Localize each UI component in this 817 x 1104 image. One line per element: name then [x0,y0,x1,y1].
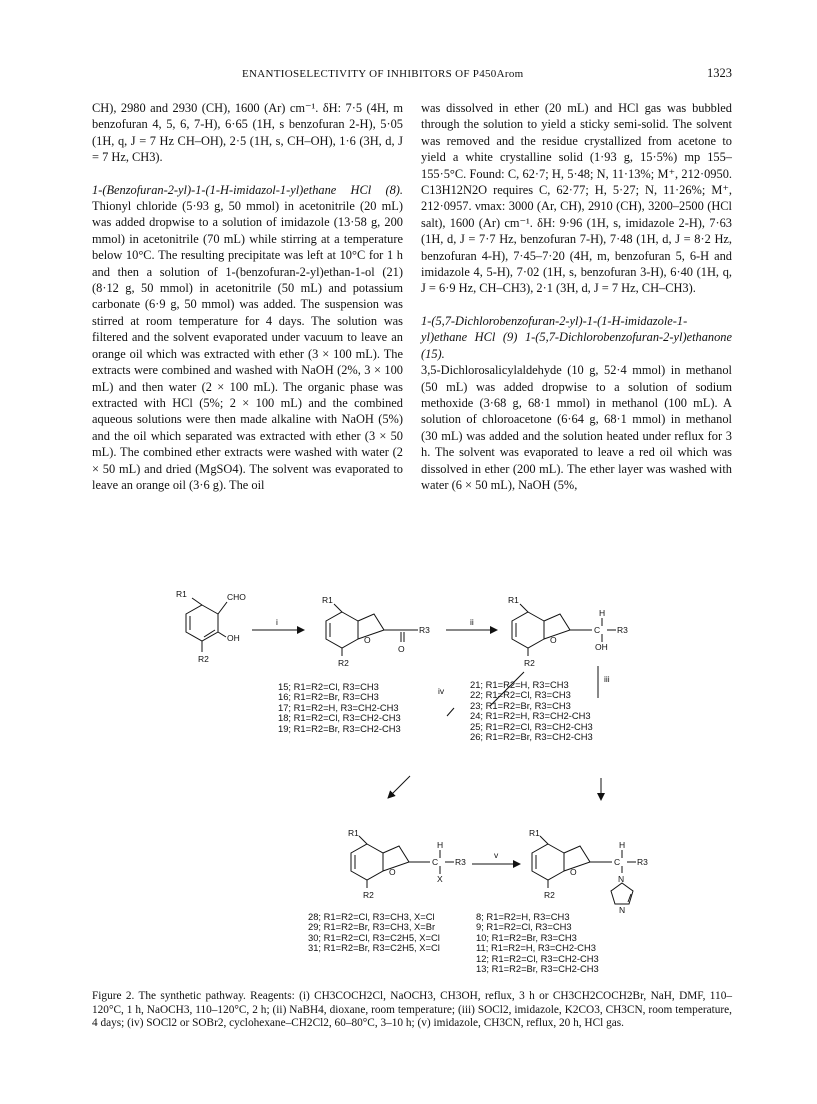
r3-label: R3 [419,625,430,635]
r2-label: R2 [544,890,555,900]
n1-label: N [618,874,625,884]
r3-label: R3 [455,857,466,867]
synthesis-scheme [92,582,732,975]
list-item: 25; R1=R2=Cl, R3=CH2-CH3 [470,720,593,732]
imidazole-product-structure [529,828,648,915]
r1-label: R1 [322,595,333,605]
ring-o-label: O [550,635,557,645]
scheme-drawing [92,582,732,967]
list-item: 23; R1=R2=Br, R3=CH3 [470,699,571,711]
list-item: 22; R1=R2=Cl, R3=CH3 [470,689,571,701]
ring-o-label: O [364,635,371,645]
cho-label: CHO [227,592,246,602]
r2-label: R2 [363,890,374,900]
r3-label: R3 [637,857,648,867]
compound-list-21-26 [470,680,593,742]
r2-label: R2 [198,654,209,664]
running-title: ENANTIOSELECTIVITY OF INHIBITORS OF P450Arom [242,68,524,80]
list-item: 30; R1=R2=Cl, R3=C2H5, X=Cl [308,931,440,943]
page-number: 1323 [707,66,732,80]
h-label: H [437,840,444,850]
c-label: C [594,625,601,635]
list-item: 15; R1=R2=Cl, R3=CH3 [278,681,379,692]
list-item: 10; R1=R2=Br, R3=CH3 [476,931,577,943]
paragraph: was dissolved in ether (20 mL) and HCl gas was bubbled through the solution to yield a sticky semi-solid. The solvent was removed and the residue crystallized from acetone to yield a white crystalline solid (1·93 g, 15·5%) mp 155–155·5°C. Found: C, 62·7; H, 5·48; N, 11·13%; M⁺, 212·0950. C13H12N2O requires C, 62·77; H, 5·27; N, 11·26%; M⁺, 212·0957. νmax: 3000 (Ar, CH), 2910 (CH), 3200–2500 (HCl salt), 1600 (Ar) cm⁻¹. δH: 9·96 (1H, s, imidazole 2-H), 7·63 (1H, d, J = 7·7 Hz, benzofuran 7-H), 7·48 (1H, d, J = 8·2 Hz, benzofuran 4-H), 7·45–7·20 (4H, m, benzofuran 5, 6-H and imidazole 4, 5-H), 7·02 (1H, s, benzofuran 3-H), 6·40 (1H, q, J = 6·9 Hz, CH–CH3), 2·1 (3H, d, J = 7 Hz, CH–CH3). [421,101,732,296]
list-item: 21; R1=R2=H, R3=CH3 [470,679,569,690]
c-label: C [432,857,439,867]
h-label: H [599,608,606,618]
list-item: 19; R1=R2=Br, R3=CH2-CH3 [278,722,401,734]
reagent-i-label: i [276,617,278,627]
section-heading: 1-(Benzofuran-2-yl)-1-(1-H-imidazol-1-yl)ethane HCl (8). [92,182,403,197]
section-heading: 1-(5,7-Dichlorobenzofuran-2-yl)-1-(1-H-imidazole-1-yl)ethane HCl (9) 1-(5,7-Dichlorobenzofuran-2-yl)ethanone (15). [421,313,732,361]
list-item: 26; R1=R2=Br, R3=CH2-CH3 [470,731,593,743]
compound-list-28-31 [308,912,440,954]
list-item: 18; R1=R2=Cl, R3=CH2-CH3 [278,712,401,724]
section-paragraph [92,182,403,494]
reagent-iii-label: iii [604,674,610,684]
figure-caption: Figure 2. The synthetic pathway. Reagents: (i) CH3COCH2Cl, NaOCH3, CH3OH, reflux, 3 h or CH3CH2COCH2Br, NaH, DMF, 110–120°C, 1 h, NaOCH3, 110–120°C, 2 h; (ii) NaBH4, dioxane, room temperature; (iii) SOCl2, imidazole, K2CO3, CH3CN, room temperature, 4 days; (iv) SOCl2 or SOBr2, cyclohexane–CH2Cl2, 60–80°C, 3–10 h; (v) imidazole, CH3CN, reflux, 20 h, HCl gas. [92,990,732,1030]
paragraph-body: Thionyl chloride (5·93 g, 50 mmol) in acetonitrile (20 mL) was added dropwise to a solution of imidazole (13·58 g, 200 mmol) in acetonitrile (70 mL) while stirring at a temperature below 10°C. The resulting precipitate was left at 10°C for 1 h and then a solution of 1-(benzofuran-2-yl)ethan-1-ol (21) (8·12 g, 50 mmol) in acetonitrile (50 mL) and potassium carbonate (6·9 g, 50 mmol) was added. The suspension was stirred at room temperature for 4 days. The solution was filtered and the solvent evaporated under vacuum to leave an orange oil which was extracted with ether (3 × 100 mL). The extracts were combined and washed with NaOH (2%, 3 × 100 mL) and then water (2 × 100 mL). The organic phase was extracted with HCl (5%; 2 × 100 mL) and the combined aqueous solutions were then made alkaline with NaOH (5%) and the oil which separated was extracted with ether (3 × 50 mL). The combined ether extracts were washed with water (2 × 50 mL) and dried (MgSO4). The solvent was evaporated to leave an orange oil (3·6 g). The oil [92,199,403,492]
r1-label: R1 [508,595,519,605]
list-item: 17; R1=R2=H, R3=CH2-CH3 [278,701,399,713]
list-item: 31; R1=R2=Br, R3=C2H5, X=Cl [308,942,440,954]
r2-label: R2 [524,658,535,668]
list-item: 8; R1=R2=H, R3=CH3 [476,911,570,922]
compound-list-15-19 [278,682,401,734]
n3-label: N [619,905,626,915]
paragraph: 3,5-Dichlorosalicylaldehyde (10 g, 52·4 mmol) in methanol (50 mL) was added dropwise to a solution of sodium methoxide (3·68 g, 68·1 mmol) in methanol (100 mL). A solution of chloroacetone (6·64 g, 68·1 mmol) in methanol (30 mL) was added and the solution heated under reflux for 3 h. The solvent was evaporated to leave a red oil which was dissolved in ether (200 mL). The ether layer was washed with water (6 × 50 mL), NaOH (5%, [421,363,732,492]
list-item: 12; R1=R2=Cl, R3=CH2-CH3 [476,952,599,964]
carbonyl-o-label: O [398,644,405,654]
list-item: 28; R1=R2=Cl, R3=CH3, X=Cl [308,911,435,922]
c-label: C [614,857,621,867]
oh-label: OH [595,642,608,652]
oh-label: OH [227,633,240,643]
halide-structure [348,828,466,900]
h-label: H [619,840,626,850]
reagent-v-label: v [494,850,499,860]
alcohol-structure [508,595,628,668]
list-item: 16; R1=R2=Br, R3=CH3 [278,691,379,703]
r3-label: R3 [617,625,628,635]
left-column [92,100,403,493]
reagent-iv-label: iv [438,686,445,696]
r1-label: R1 [348,828,359,838]
x-label: X [437,874,443,884]
list-item: 24; R1=R2=H, R3=CH2-CH3 [470,710,591,722]
list-item: 9; R1=R2=Cl, R3=CH3 [476,921,572,933]
ketone-structure [322,595,430,668]
salicylaldehyde-structure [176,589,246,664]
list-item: 13; R1=R2=Br, R3=CH2-CH3 [476,963,599,975]
compound-list-8-13 [476,912,599,974]
r1-label: R1 [529,828,540,838]
list-item: 29; R1=R2=Br, R3=CH3, X=Br [308,921,436,933]
ring-o-label: O [389,867,396,877]
paragraph: CH), 2980 and 2930 (CH), 1600 (Ar) cm⁻¹. δH: 7·5 (4H, m benzofuran 4, 5, 6, 7-H), 6·65 (1H, s benzofuran 2-H), 5·05 (1H, q, J = 7 Hz CH–OH), 2·5 (1H, s, CH–OH), 1·6 (3H, d, J = 7 Hz, CH3). [92,101,403,165]
ring-o-label: O [570,867,577,877]
reagent-ii-label: ii [470,617,474,627]
list-item: 11; R1=R2=H, R3=CH2-CH3 [476,942,596,954]
r1-label: R1 [176,589,187,599]
right-column [421,100,732,493]
r2-label: R2 [338,658,349,668]
